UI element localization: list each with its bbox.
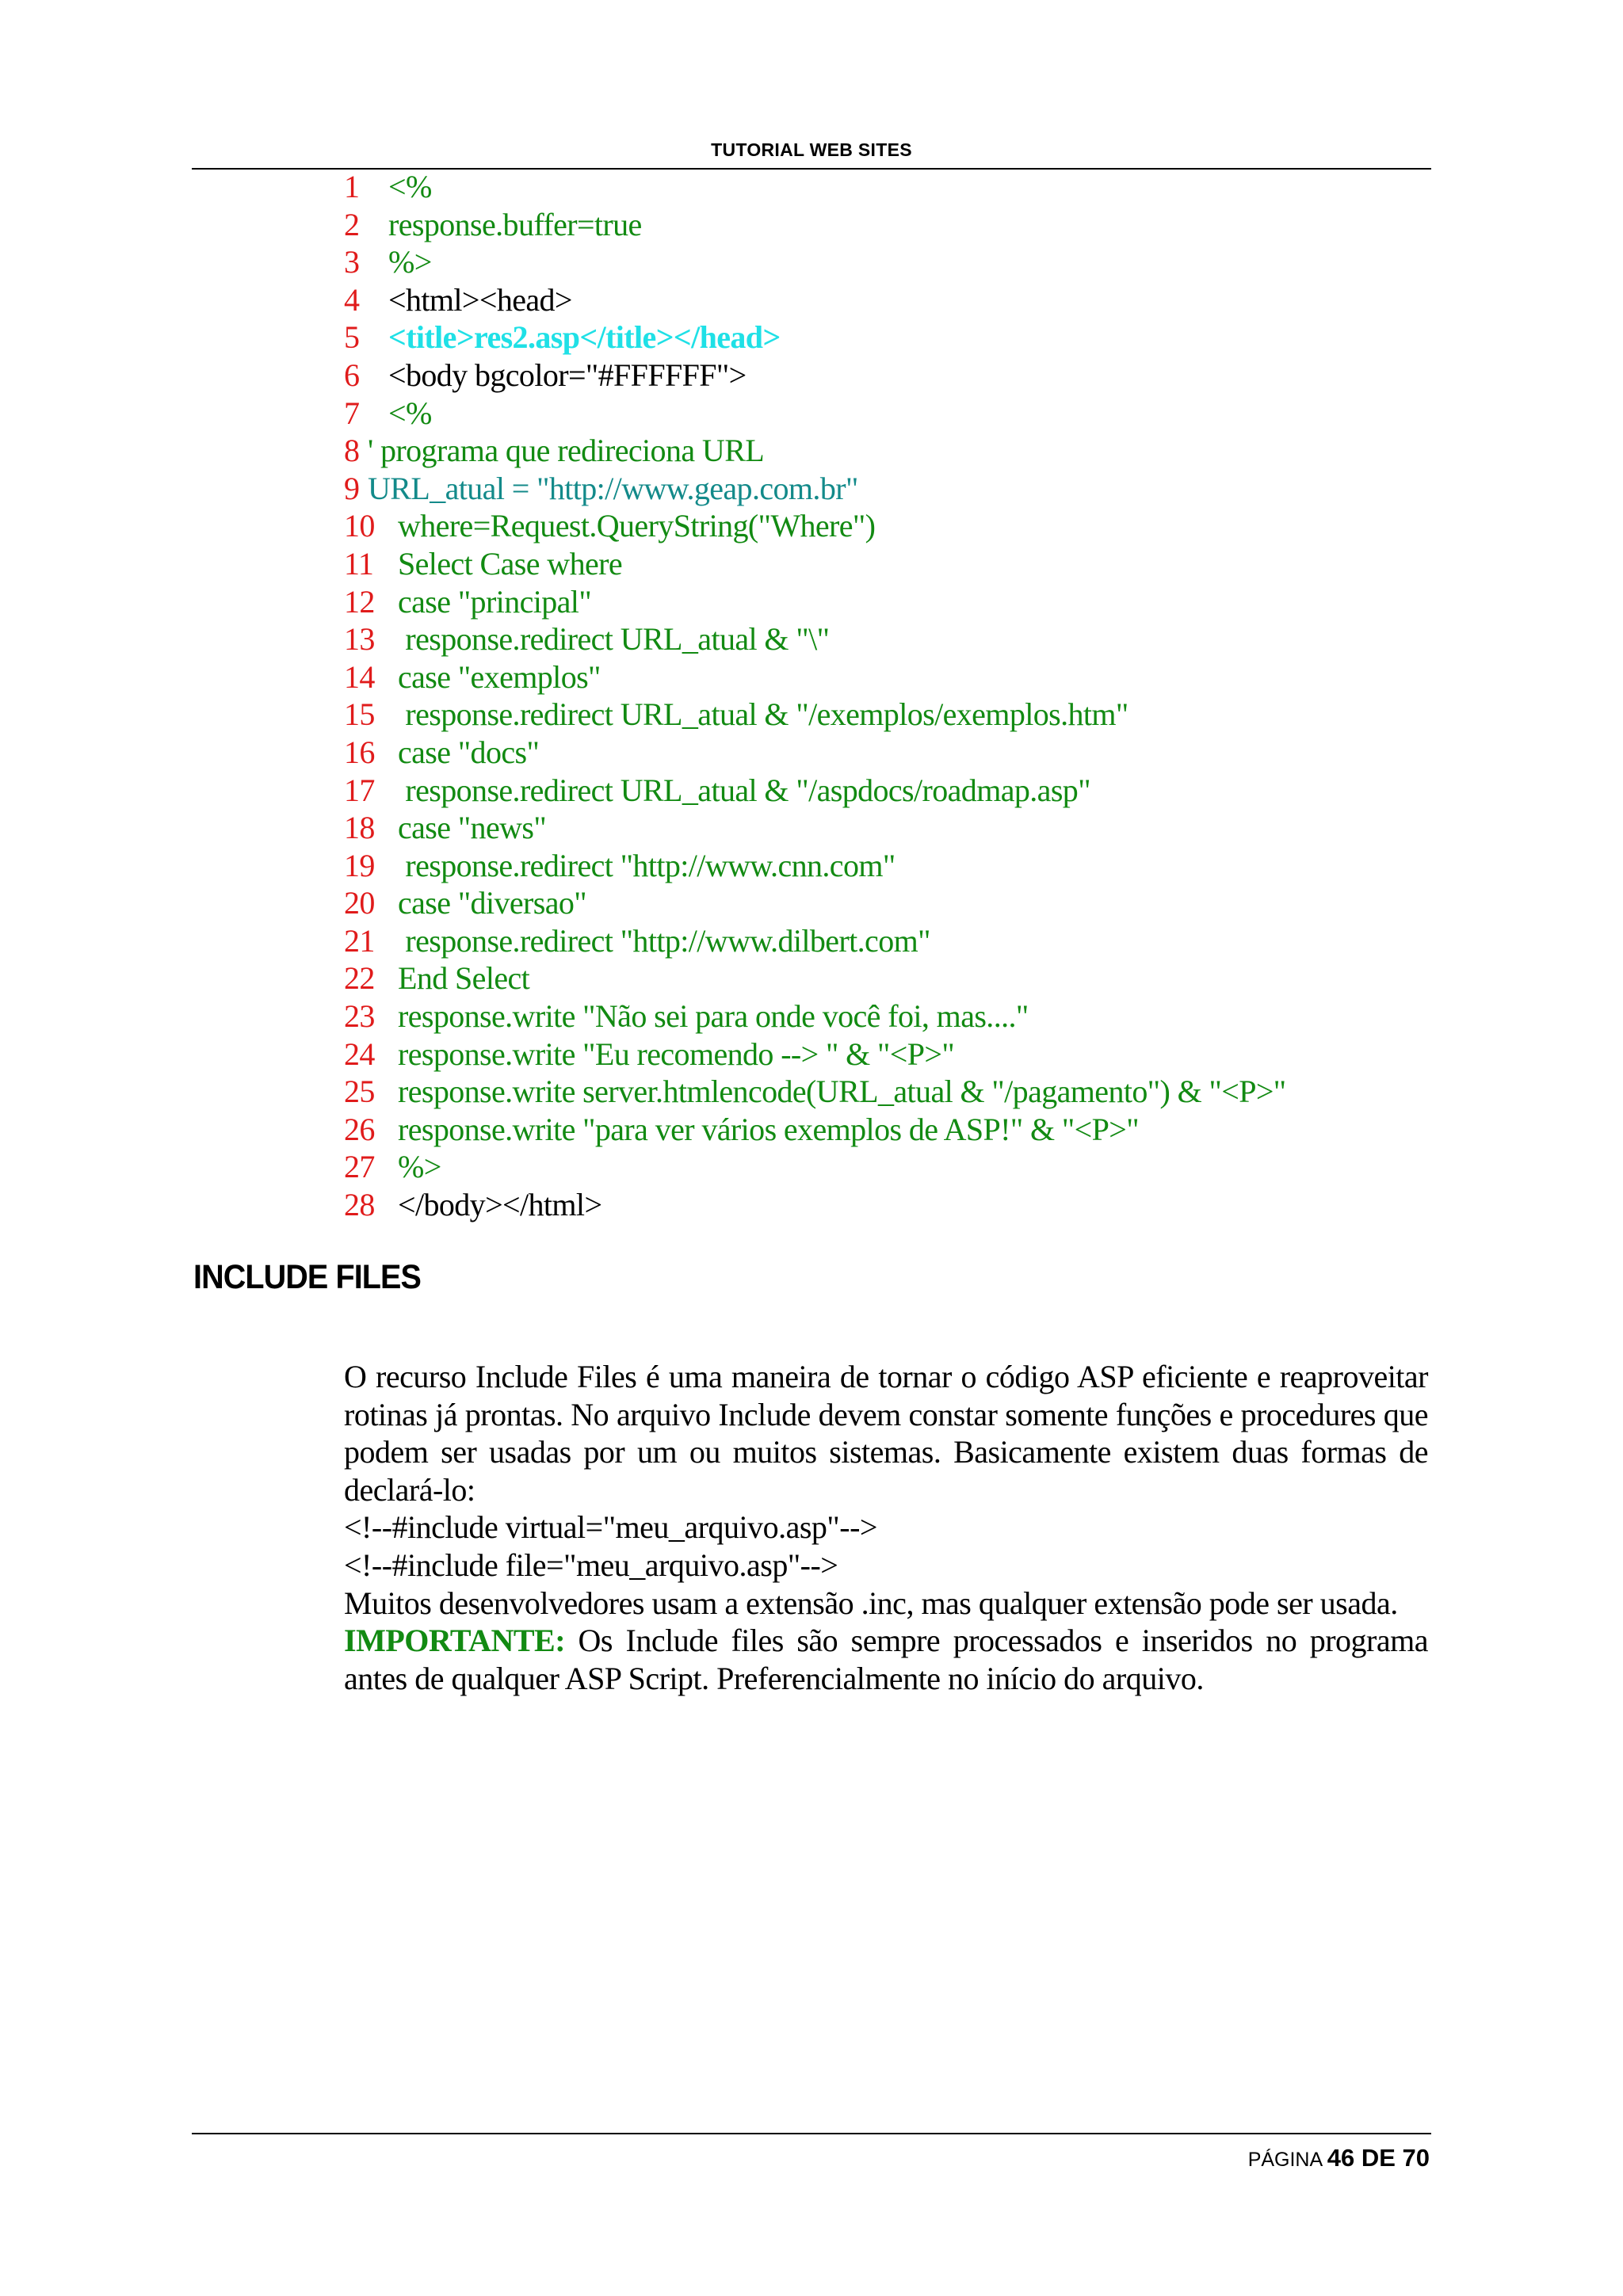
footer-divider [192, 2133, 1431, 2134]
page-separator: DE [1354, 2144, 1403, 2172]
code-line [344, 1111, 1286, 1149]
extension-note: Muitos desenvolvedores usam a extensão .inc, mas qualquer extensão pode ser usada. [344, 1585, 1398, 1621]
code-line [344, 620, 1286, 658]
important-text: Os Include files são sempre processados e inseridos no programa antes de qualquer ASP Script. Preferencialmente no início do arquivo. [344, 1623, 1428, 1696]
code-text: <title>res2.asp</title></head> [388, 319, 781, 356]
line-number: 2 [344, 206, 360, 242]
code-line [344, 168, 1286, 206]
total-pages: 70 [1402, 2144, 1430, 2172]
page-number [1248, 2144, 1430, 2172]
line-number: 20 [344, 885, 375, 921]
code-line [344, 318, 1286, 357]
code-text: response.write "Eu recomendo --> " & "<P>" [398, 1035, 955, 1072]
line-number: 6 [344, 357, 360, 393]
code-line [344, 922, 1286, 960]
code-line [344, 243, 1286, 281]
important-label: IMPORTANTE: [344, 1623, 566, 1659]
code-line [344, 357, 1286, 395]
paragraph-intro: O recurso Include Files é uma maneira de tornar o código ASP eficiente e reaproveitar rotinas já prontas. No arquivo Include devem constar somente funções e procedures que podem ser usadas por um ou muitos sistemas. Basicamente existem duas formas de declará-lo: [344, 1359, 1428, 1508]
code-text: ' programa que redireciona URL [368, 433, 765, 469]
code-text: %> [388, 244, 432, 280]
line-number: 22 [344, 960, 375, 997]
code-text: response.buffer=true [388, 206, 642, 242]
code-text: response.write "Não sei para onde você foi, mas...." [398, 998, 1029, 1035]
code-line [344, 884, 1286, 922]
code-text: response.redirect URL_atual & "/aspdocs/roadmap.asp" [398, 772, 1090, 808]
code-line [344, 959, 1286, 997]
code-text: response.redirect "http://www.dilbert.com" [398, 922, 930, 959]
line-number: 1 [344, 169, 360, 204]
code-text: case "news" [398, 810, 547, 846]
code-line [344, 997, 1286, 1035]
body-text [344, 1358, 1428, 1697]
code-text: response.redirect URL_atual & "\" [398, 621, 830, 658]
line-number: 21 [344, 922, 375, 959]
line-number: 15 [344, 696, 375, 733]
code-line [344, 734, 1286, 772]
line-number: 18 [344, 810, 375, 846]
line-number: 13 [344, 621, 375, 658]
code-listing [344, 168, 1286, 1224]
code-line [344, 206, 1286, 244]
line-number: 7 [344, 395, 360, 431]
code-line [344, 545, 1286, 583]
line-number: 11 [344, 545, 374, 582]
line-number: 14 [344, 658, 375, 695]
code-text: URL_atual = "http://www.geap.com.br" [368, 470, 858, 506]
line-number: 3 [344, 244, 360, 280]
code-text: <body bgcolor="#FFFFFF"> [388, 357, 747, 393]
line-number: 10 [344, 508, 375, 544]
code-line [344, 847, 1286, 885]
code-text: Select Case where [398, 545, 623, 582]
line-number: 19 [344, 847, 375, 883]
code-text: <html><head> [388, 281, 572, 318]
code-line [344, 432, 1286, 470]
code-text: %> [398, 1149, 441, 1185]
line-number: 4 [344, 281, 360, 318]
code-line [344, 395, 1286, 433]
line-number: 17 [344, 772, 375, 808]
page-prefix: PÁGINA [1247, 2149, 1327, 2171]
line-number: 5 [344, 319, 360, 356]
code-text: response.redirect "http://www.cnn.com" [398, 847, 896, 883]
line-number: 24 [344, 1035, 375, 1072]
include-file-line: <!--#include file="meu_arquivo.asp"--> [344, 1547, 838, 1583]
code-line [344, 583, 1286, 621]
code-line [344, 772, 1286, 810]
code-text: case "principal" [398, 583, 592, 620]
line-number: 25 [344, 1074, 375, 1110]
code-text: case "exemplos" [398, 658, 601, 695]
code-line [344, 1035, 1286, 1074]
code-text: case "diversao" [398, 885, 586, 921]
line-number: 27 [344, 1149, 375, 1185]
current-page: 46 [1327, 2144, 1355, 2172]
code-text: case "docs" [398, 734, 540, 770]
code-text: <% [388, 395, 432, 431]
section-title: INCLUDE FILES [193, 1258, 421, 1296]
code-line [344, 281, 1286, 319]
important-note [344, 1622, 1428, 1697]
code-text: where=Request.QueryString("Where") [398, 508, 876, 544]
code-text: response.write "para ver vários exemplos de ASP!" & "<P>" [398, 1111, 1139, 1147]
code-text: End Select [398, 960, 530, 997]
code-line [344, 1186, 1286, 1224]
line-number: 9 [344, 470, 360, 506]
line-number: 8 [344, 433, 360, 469]
line-number: 16 [344, 734, 375, 770]
line-number: 26 [344, 1111, 375, 1147]
code-text: response.write server.htmlencode(URL_atual & "/pagamento") & "<P>" [398, 1074, 1286, 1110]
code-text: </body></html> [398, 1187, 602, 1223]
running-header: TUTORIAL WEB SITES [711, 139, 912, 160]
line-number: 12 [344, 583, 375, 620]
include-virtual-line: <!--#include virtual="meu_arquivo.asp"--> [344, 1509, 877, 1546]
line-number: 23 [344, 998, 375, 1035]
code-line [344, 1073, 1286, 1111]
code-line [344, 470, 1286, 508]
code-line [344, 696, 1286, 734]
code-line [344, 507, 1286, 545]
code-text: <% [388, 169, 432, 204]
code-line [344, 658, 1286, 696]
code-line [344, 1148, 1286, 1186]
code-text: response.redirect URL_atual & "/exemplos/exemplos.htm" [398, 696, 1128, 733]
line-number: 28 [344, 1187, 375, 1223]
code-line [344, 809, 1286, 847]
